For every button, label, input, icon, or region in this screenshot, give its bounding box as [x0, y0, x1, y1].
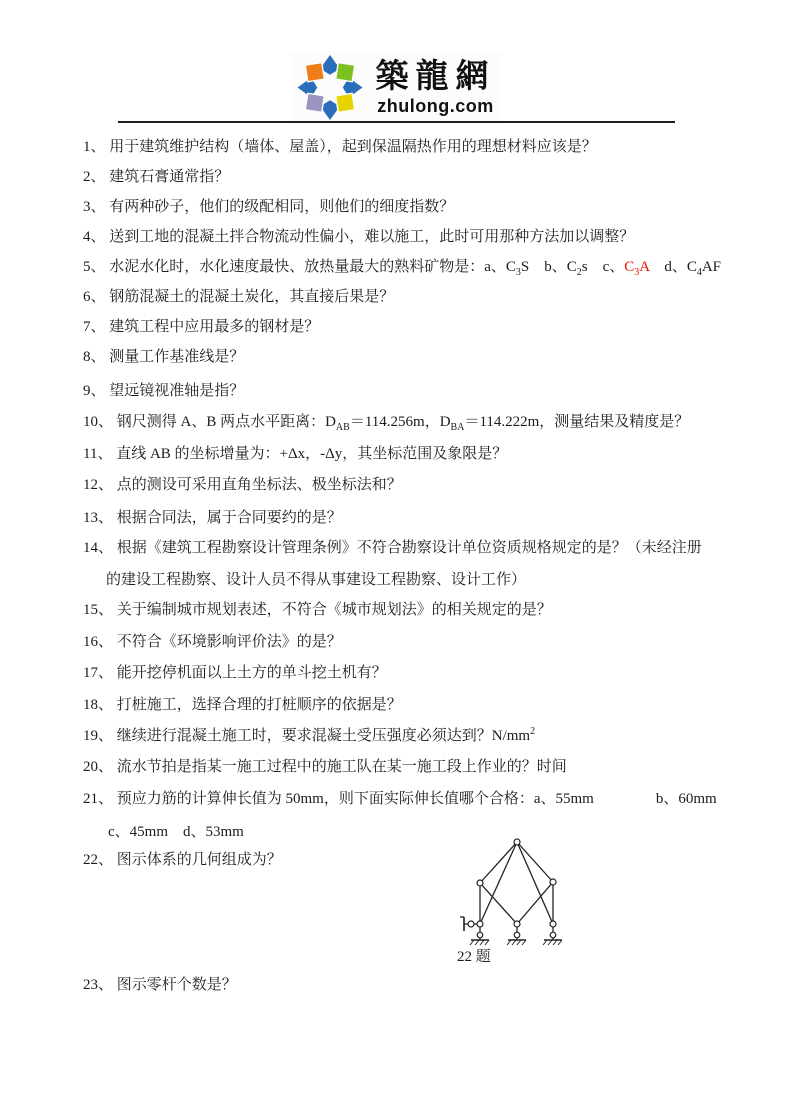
- figure-caption: 22 题: [457, 949, 491, 965]
- question-23: 23、 图示零杆个数是？: [83, 977, 237, 993]
- pinwheel-logo-icon: [297, 54, 364, 121]
- question-1: 1、 用于建筑维护结构（墙体、屋盖），起到保温隔热作用的理想材料应该是？: [83, 139, 597, 155]
- site-url: zhulong.com: [377, 95, 494, 116]
- question-10: 10、 钢尺测得 A、B 两点水平距离：$D_{AB}=114.256m$，$D_{BA}=114.222m$，测量结果及精度是？: [83, 414, 690, 433]
- question-18: 18、 打桩施工，选择合理的打桩顺序的依据是？: [83, 697, 402, 713]
- question-6: 6、 钢筋混凝土的混凝土炭化，其直接后果是？: [83, 289, 395, 305]
- question-11: 11、 直线 AB 的坐标增量为：+Δx，-Δy，其坐标范围及象限是？: [83, 446, 508, 462]
- question-14: 14、 根据《建筑工程勘察设计管理条例》不符合勘察设计单位资质规格规定的是？（未经注册: [83, 540, 702, 556]
- question-9: 9、 望远镜视准轴是指？: [83, 383, 245, 399]
- logo-text: [375, 58, 496, 116]
- question-17: 17、 能开挖停机面以上土方的单斗挖土机有？: [83, 665, 387, 681]
- question-16: 16、 不符合《环境影响评价法》的是？: [83, 634, 342, 650]
- question-21-cont: c、45mm d、53mm: [108, 824, 244, 840]
- question-2: 2、 建筑石膏通常指？: [83, 169, 230, 185]
- question-4: 4、 送到工地的混凝土拌合物流动性偏小，难以施工，此时可用那种方法加以调整？: [83, 229, 635, 245]
- site-name: 築龍網: [375, 58, 496, 95]
- question-22: 22、 图示体系的几何组成为？: [83, 852, 282, 868]
- question-12: 12、 点的测设可采用直角坐标法、极坐标法和？: [83, 477, 402, 493]
- question-15: 15、 关于编制城市规划表述，不符合《城市规划法》的相关规定的是？: [83, 602, 552, 618]
- question-13: 13、 根据合同法，属于合同要约的是？: [83, 510, 342, 526]
- question-20: 20、 流水节拍是指某一施工过程中的施工队在某一施工段上作业的？时间: [83, 759, 567, 775]
- question-7: 7、 建筑工程中应用最多的钢材是？: [83, 319, 320, 335]
- question-5: 5、 水泥水化时，水化速度最快、放热量最大的熟料矿物是：a、$C_3S$ b、$C_2s$ c、$C_3A$ d、$C_4AF$: [83, 259, 722, 278]
- zhulong-logo: [291, 53, 502, 122]
- question-21: 21、 预应力筋的计算伸长值为 50mm，则下面实际伸长值哪个合格：a、55mm b、60mm: [83, 791, 717, 807]
- question-8: 8、 测量工作基准线是？: [83, 349, 245, 365]
- header-divider: [118, 121, 675, 123]
- question-14-cont: 的建设工程勘察、设计人员不得从事建设工程勘察、设计工作）: [106, 572, 527, 588]
- structure-diagram: [455, 833, 580, 951]
- question-19: 19、 继续进行混凝土施工时，要求混凝土受压强度必须达到？$N/mm^2$: [83, 726, 536, 744]
- question-3: 3、 有两种砂子，他们的级配相同，则他们的细度指数？: [83, 199, 455, 215]
